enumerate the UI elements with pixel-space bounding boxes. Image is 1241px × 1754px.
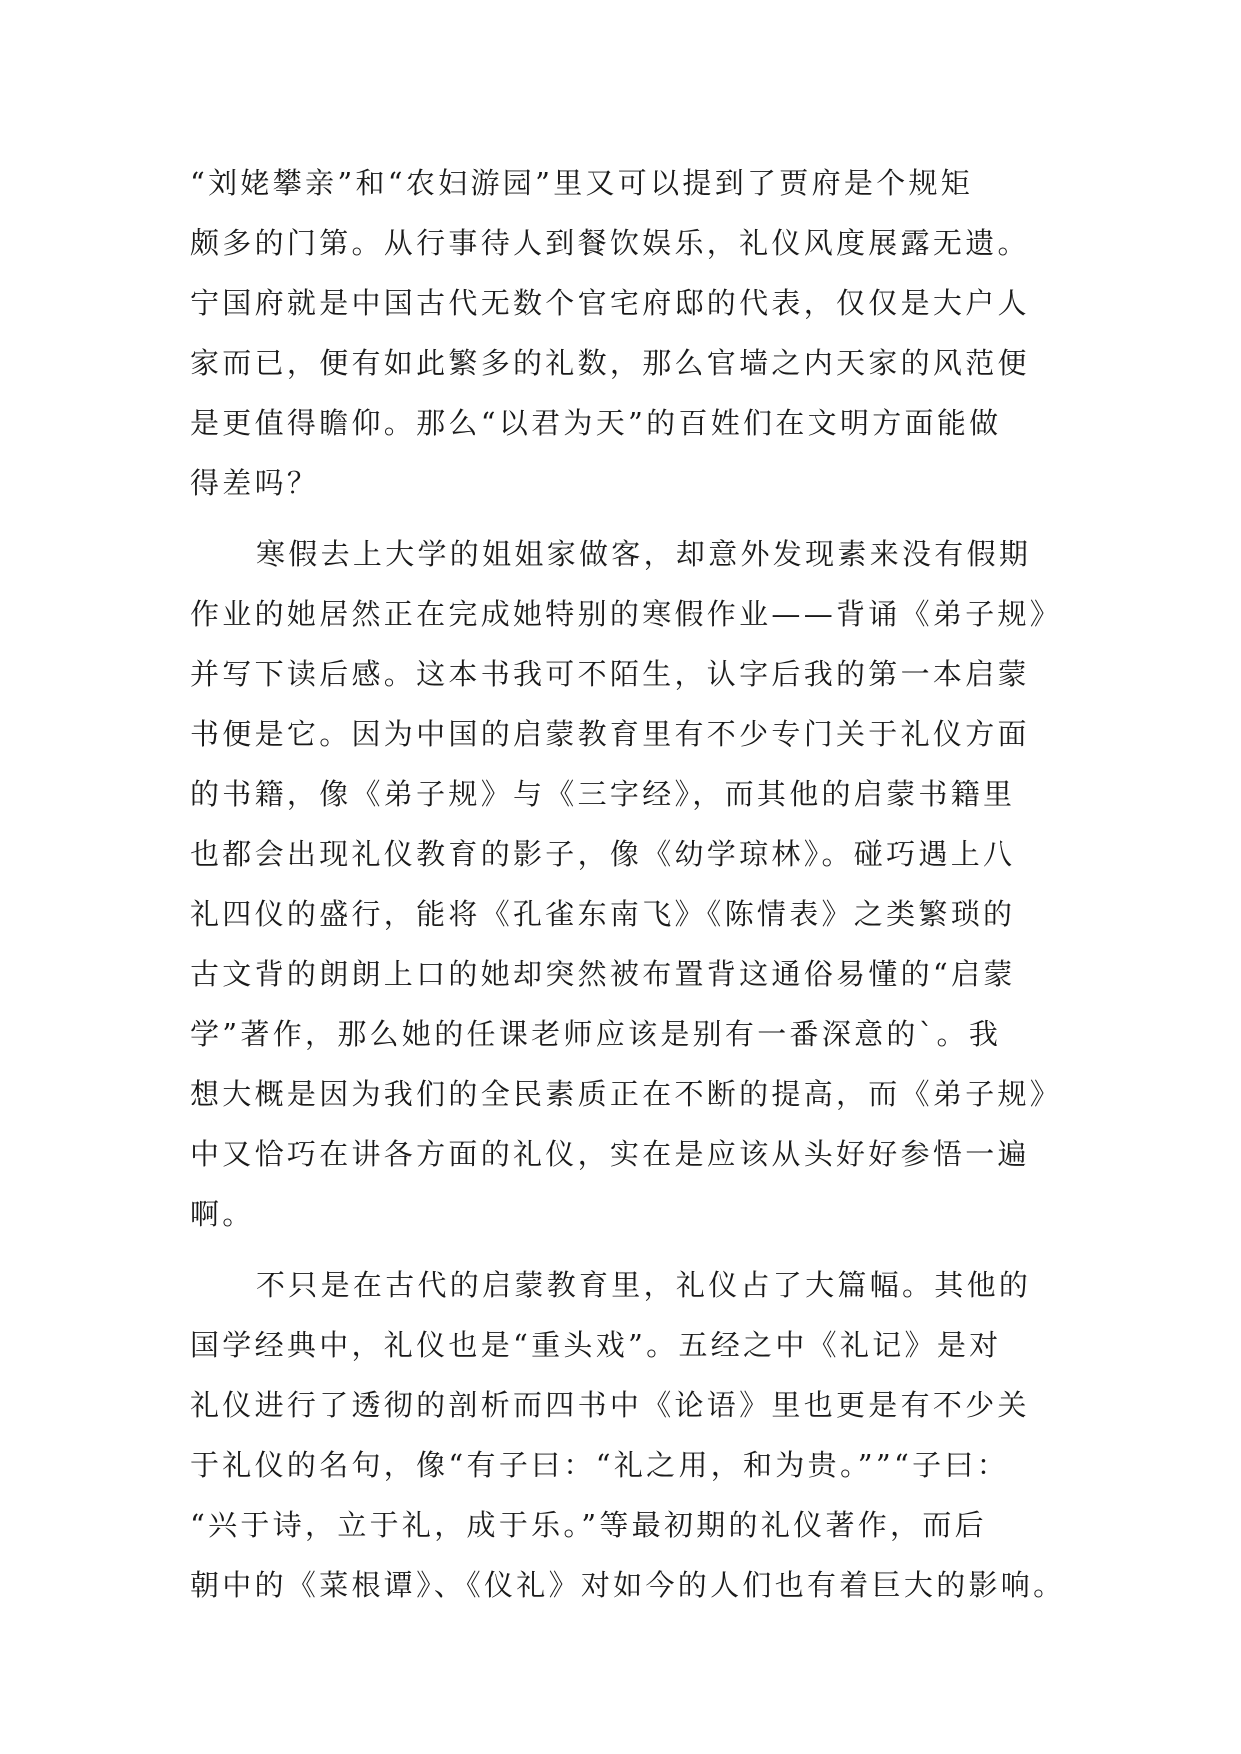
text-line: 国学经典中，礼仪也是“重头戏”。五经之中《礼记》是对 — [190, 1328, 1002, 1362]
text-line: 并写下读后感。这本书我可不陌生，认字后我的第一本启蒙 — [190, 657, 1030, 691]
text-line: 学”著作，那么她的任课老师应该是别有一番深意的`。我 — [190, 1017, 1002, 1051]
paragraph-spacer — [190, 1244, 1070, 1255]
text-line: 朝中的《菜根谭》、《仪礼》对如今的人们也有着巨大的影响。 — [190, 1568, 1066, 1602]
paragraph-spacer — [190, 513, 1070, 524]
text-line: 于礼仪的名句，像“有子曰：“礼之用，和为贵。””“子曰： — [190, 1448, 1010, 1482]
text-line: 寒假去上大学的姐姐家做客，却意外发现素来没有假期 — [256, 537, 1032, 571]
text-line: 不只是在古代的启蒙教育里，礼仪占了大篇幅。其他的 — [256, 1268, 1032, 1302]
text-line: “刘姥攀亲”和“农妇游园”里又可以提到了贾府是个规矩 — [190, 166, 974, 200]
text-line: 的书籍，像《弟子规》与《三字经》，而其他的启蒙书籍里 — [190, 777, 1016, 811]
text-line: 颇多的门第。从行事待人到餐饮娱乐，礼仪风度展露无遗。 — [190, 226, 1030, 260]
document-body — [190, 153, 1070, 1615]
text-line: 家而已，便有如此繁多的礼数，那么官墙之内天家的风范便 — [190, 346, 1030, 380]
text-line: 也都会出现礼仪教育的影子，像《幼学琼林》。碰巧遇上八 — [190, 837, 1016, 871]
text-line: 古文背的朗朗上口的她却突然被布置背这通俗易懂的“启蒙 — [190, 957, 1016, 991]
paragraph-3 — [190, 1255, 1070, 1615]
text-line: 想大概是因为我们的全民素质正在不断的提高，而《弟子规》 — [190, 1077, 1063, 1111]
text-line: 礼四仪的盛行，能将《孔雀东南飞》《陈情表》之类繁琐的 — [190, 897, 1016, 931]
text-line: “兴于诗，立于礼，成于乐。”等最初期的礼仪著作，而后 — [190, 1508, 987, 1542]
text-line: 啊。 — [190, 1197, 255, 1231]
text-line: 中又恰巧在讲各方面的礼仪，实在是应该从头好好参悟一遍 — [190, 1137, 1030, 1171]
text-line: 作业的她居然正在完成她特别的寒假作业——背诵《弟子规》 — [190, 597, 1063, 631]
text-line: 得差吗？ — [190, 466, 320, 500]
text-line: 宁国府就是中国古代无数个官宅府邸的代表，仅仅是大户人 — [190, 286, 1030, 320]
paragraph-2 — [190, 524, 1070, 1244]
text-line: 礼仪进行了透彻的剖析而四书中《论语》里也更是有不少关 — [190, 1388, 1030, 1422]
text-line: 书便是它。因为中国的启蒙教育里有不少专门关于礼仪方面 — [190, 717, 1030, 751]
paragraph-1 — [190, 153, 1070, 513]
text-line: 是更值得瞻仰。那么“以君为天”的百姓们在文明方面能做 — [190, 406, 1002, 440]
